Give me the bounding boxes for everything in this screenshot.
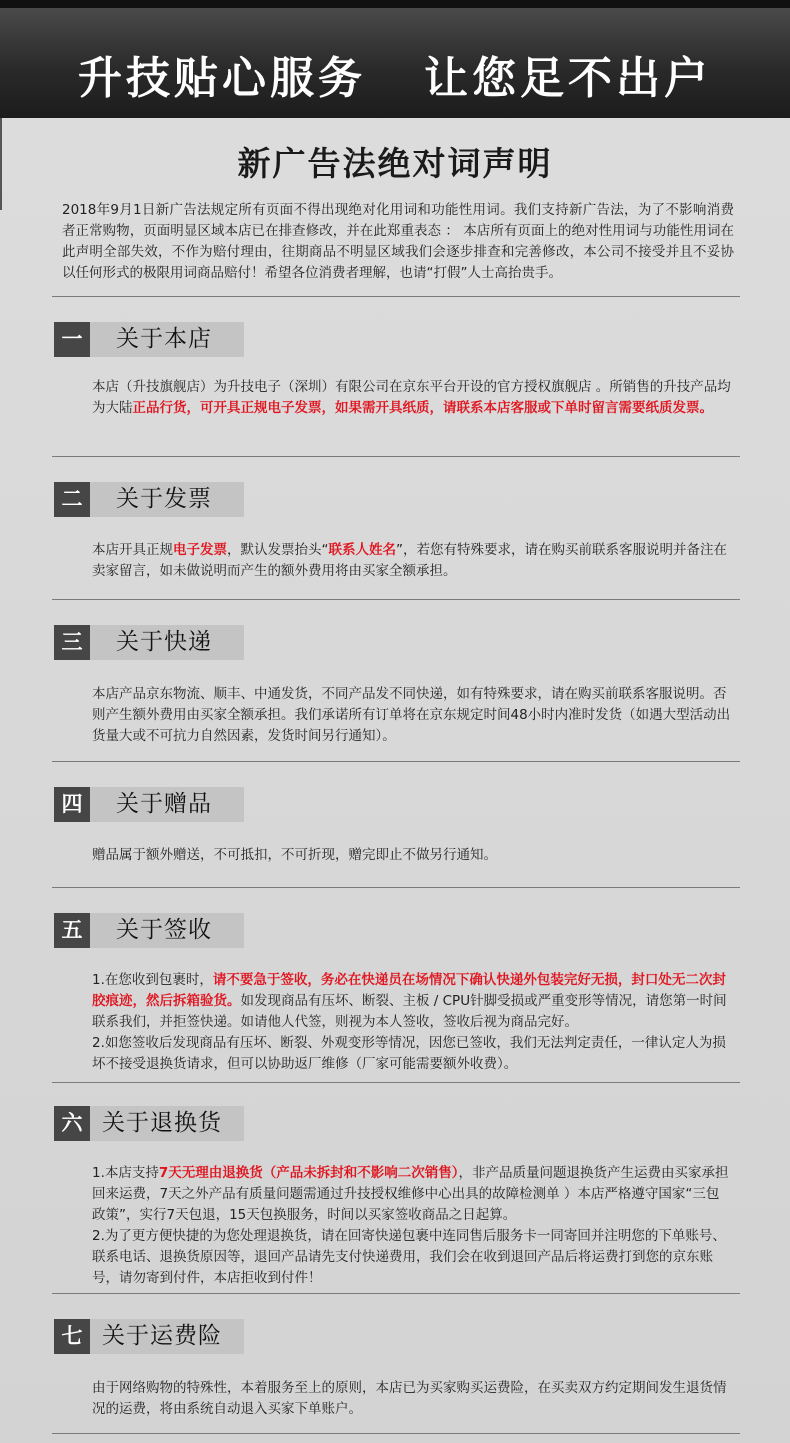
section-number: 七 [54, 1319, 90, 1354]
section-number: 二 [54, 482, 90, 517]
body-text: 本店（升技旗舰店）为升技电子（深圳）有限公司在京东平台开设的官方授权旗舰店 。所销售的升技产品均为大陆 [92, 379, 731, 416]
section-number: 四 [54, 787, 90, 822]
section-body-about-gifts [92, 845, 732, 866]
section-header-about-gifts [54, 787, 244, 822]
banner-title: 升技贴心服务 让您足不出户 [78, 53, 712, 104]
divider [52, 887, 740, 888]
body-text: 2.如您签收后发现商品有压坏、断裂、外观变形等情况，因您已签收，我们无法判定责任，一律认定人为损坏不接受退换货请求，但可以协助返厂维修（厂家可能需要额外收费）。 [92, 1035, 726, 1072]
section-body-about-shipping-insurance [92, 1378, 732, 1420]
body-text: ，默认发票抬头“ [227, 542, 329, 558]
body-text: ，非产品质量问题退换货产生运费由买家承担回来运费，7天之外产品有质量问题需通过升技授权维修中心出具的故障检测单 ）本店严格遵守国家“三包政策”，实行7天包退，15天包换服务，时间以买家签收商品之日起算。 [92, 1165, 729, 1223]
body-text: 2.为了更方便快捷的为您处理退换货，请在回寄快递包裹中连同售后服务卡一同寄回并注明您的下单账号、联系电话、退换货原因等，退回产品请先支付快递费用，我们会在收到退回产品后将运费打到您的京东账号，请勿寄到付件，本店拒收到付件！ [92, 1228, 726, 1286]
body-text: 赠品属于额外赠送，不可抵扣，不可折现，赠完即止不做另行通知。 [92, 847, 497, 863]
section-body-about-returns [92, 1163, 732, 1289]
section-title: 关于赠品 [116, 791, 212, 817]
section-title: 关于发票 [116, 486, 212, 512]
highlighted-text: 联系人姓名 [328, 542, 396, 558]
body-text: 1.本店支持 [92, 1165, 159, 1181]
highlighted-text: 请不要急于签收，务必在快递员在场情况下确认快递外包装完好无损，封口处无二次封胶痕迹，然后拆箱验货。 [92, 972, 726, 1009]
highlighted-text: 正品行货，可开具正规电子发票，如果需开具纸质，请联系本店客服或下单时留言需要纸质发票。 [132, 400, 713, 416]
section-header-about-returns [54, 1106, 244, 1141]
document-title: 新广告法绝对词声明 [237, 144, 553, 183]
divider [52, 1433, 740, 1434]
divider [52, 1082, 740, 1083]
section-body-about-store [92, 377, 732, 419]
section-title: 关于签收 [116, 917, 212, 943]
highlighted-text: 电子发票 [173, 542, 227, 558]
section-header-about-signing [54, 913, 244, 948]
section-header-about-delivery [54, 625, 244, 660]
section-body-about-signing [92, 970, 732, 1075]
divider [52, 761, 740, 762]
body-text: 1.在您收到包裹时， [92, 972, 213, 988]
section-title: 关于退换货 [102, 1110, 222, 1136]
header-banner [0, 0, 790, 118]
body-text: 如发现商品有压坏、断裂、主板 / CPU针脚受损或严重变形等情况，请您第一时间联系我们，并拒签快递。如请他人代签，则视为本人签收，签收后视为商品完好。 [92, 993, 727, 1030]
highlighted-text: 7天无理由退换货（产品未拆封和不影响二次销售） [158, 1165, 459, 1181]
body-text: 本店开具正规 [92, 542, 173, 558]
section-title: 关于快递 [116, 629, 212, 655]
section-body-about-delivery [92, 684, 732, 747]
divider [52, 599, 740, 600]
section-body-about-invoice [92, 540, 732, 582]
body-text: 由于网络购物的特殊性，本着服务至上的原则，本店已为买家购买运费险，在买卖双方约定期间发生退货情况的运费，将由系统自动退入买家下单账户。 [92, 1380, 727, 1417]
divider [52, 456, 740, 457]
section-number: 三 [54, 625, 90, 660]
body-text: ”，若您有特殊要求，请在购买前联系客服说明并备注在卖家留言，如未做说明而产生的额外费用将由买家全额承担。 [92, 542, 727, 579]
body-text: 本店产品京东物流、顺丰、中通发货，不同产品发不同快递，如有特殊要求，请在购买前联系客服说明。否则产生额外费用由买家全额承担。我们承诺所有订单将在京东规定时间48小时内准时发货（如遇大型活动出货量大或不可抗力自然因素，发货时间另行通知）。 [92, 686, 731, 744]
section-header-about-store [54, 322, 244, 357]
divider [52, 296, 740, 297]
intro-paragraph: 2018年9月1日新广告法规定所有页面不得出现绝对化用词和功能性用词。我们支持新广告法，为了不影响消费者正常购物，页面明显区域本店已在排查修改，并在此郑重表态 ： 本店所有页面上的绝对性用词与功能性用词在此声明全部失效，不作为赔付理由，往期商品不明显区域我们会逐步排查和完善修改，本公司不接受并且不妥协以任何形式的极限用词商品赔付！希望各位消费者理解，也请“打假”人士高抬贵手。 [62, 202, 734, 281]
section-number: 一 [54, 322, 90, 357]
section-number: 六 [54, 1106, 90, 1141]
section-header-about-invoice [54, 482, 244, 517]
section-title: 关于本店 [116, 326, 212, 352]
section-title: 关于运费险 [102, 1323, 222, 1349]
divider [52, 1293, 740, 1294]
section-header-about-shipping-insurance [54, 1319, 244, 1354]
section-number: 五 [54, 913, 90, 948]
